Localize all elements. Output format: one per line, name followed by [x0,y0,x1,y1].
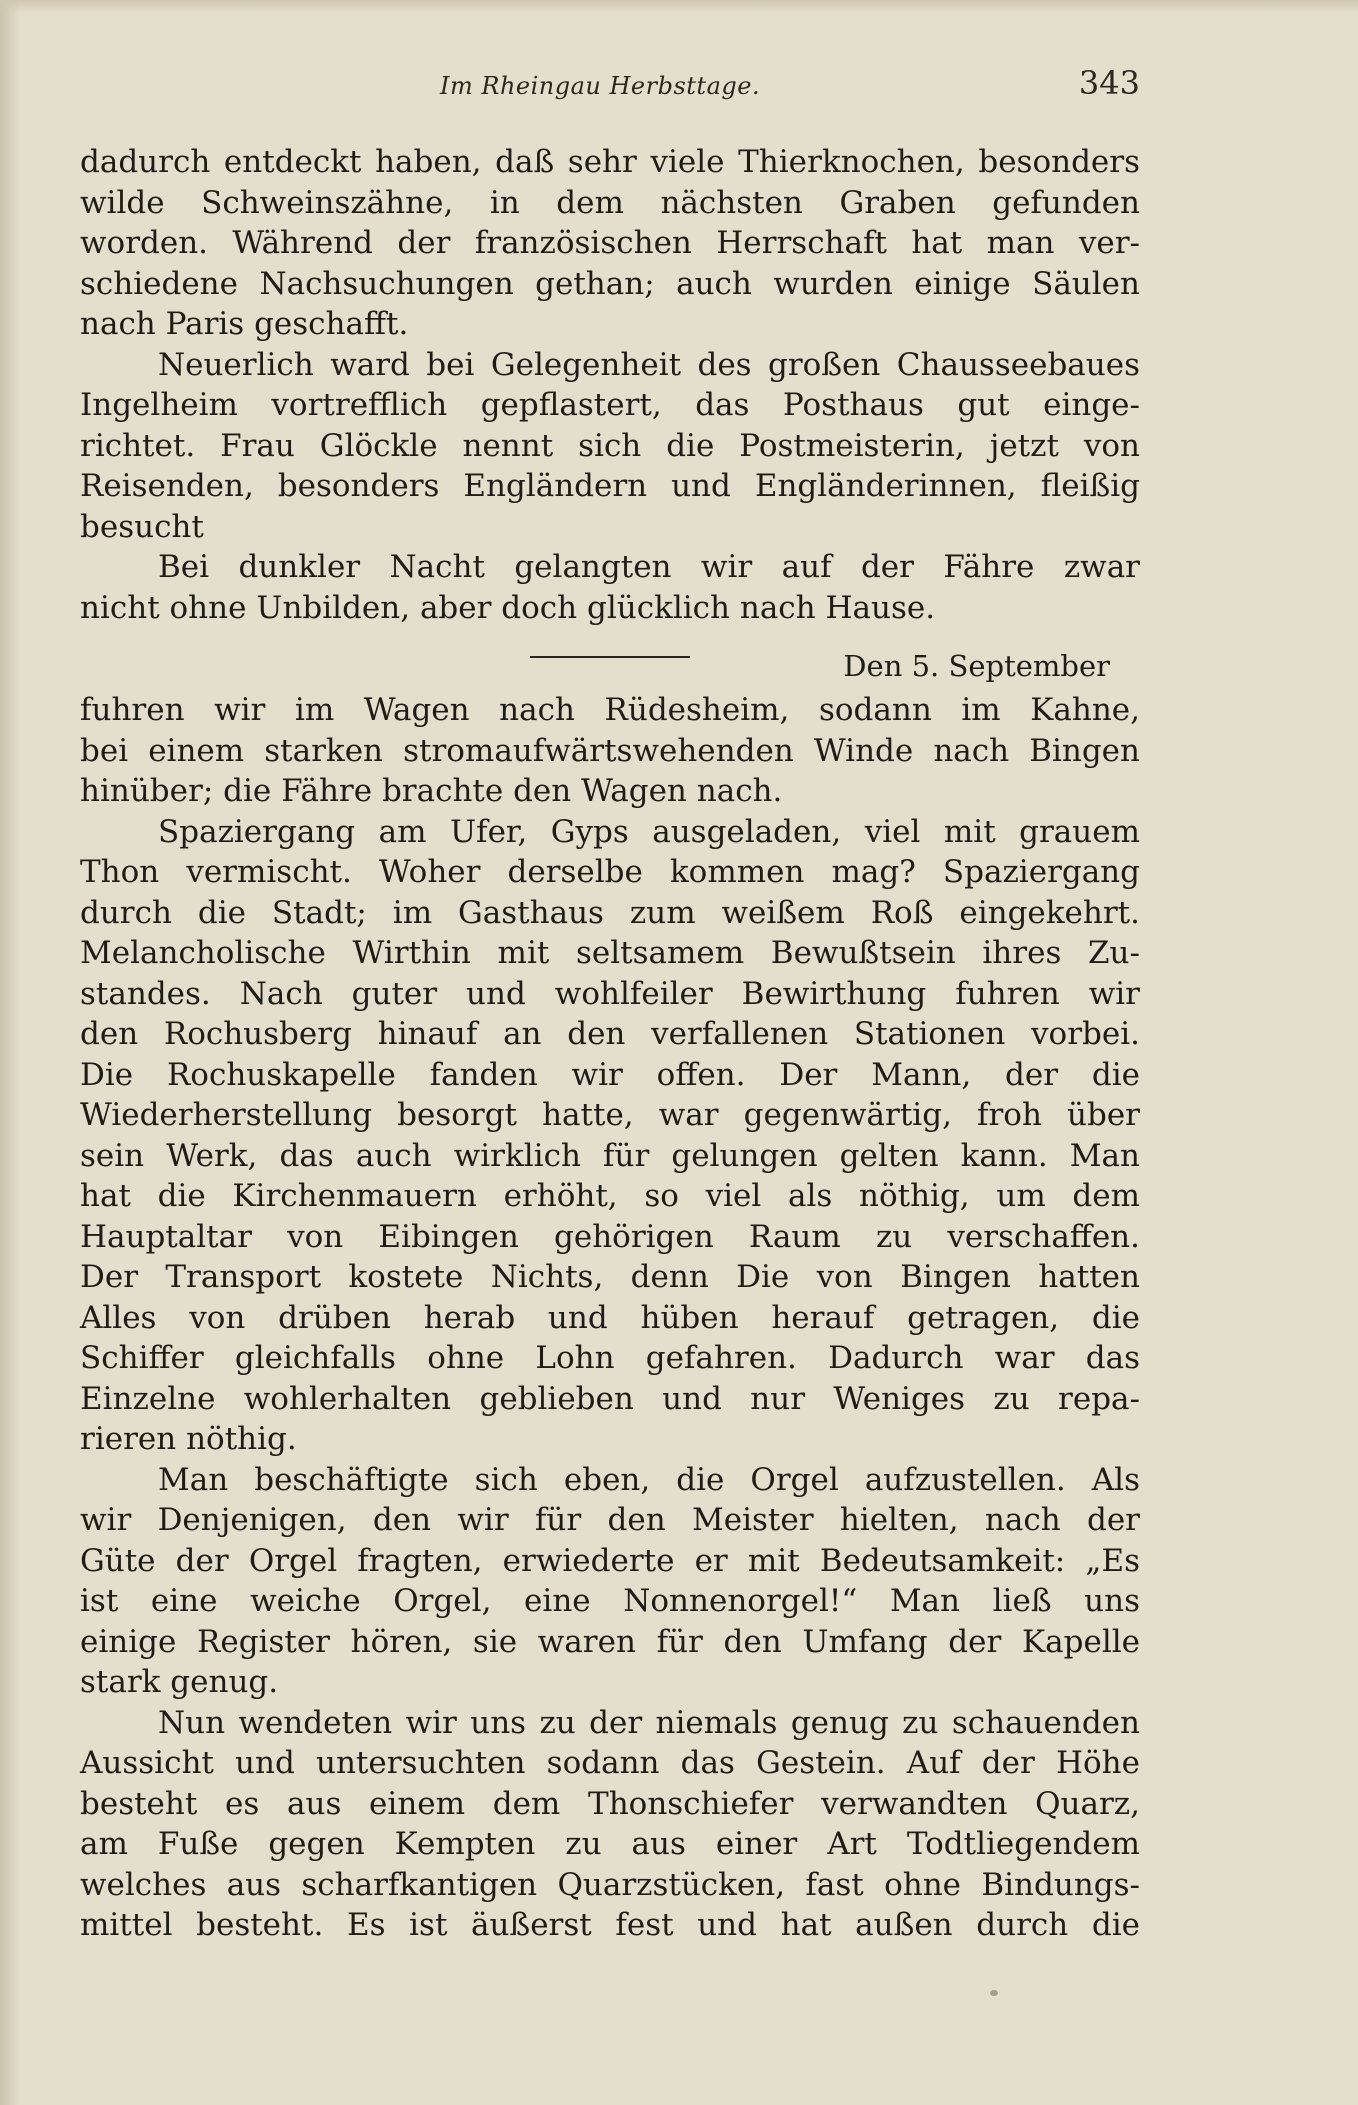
text-line: durch die Stadt; im Gasthaus zum weißem Roß eingekehrt. [80,894,1140,931]
paragraph [80,812,1140,1460]
text-line: welches aus scharfkantigen Quarzstücken, fast ohne Bindungs- [80,1866,1140,1903]
text-line: Alles von drüben herab und hüben herauf getragen, die [80,1299,1140,1336]
text-line: Reisenden, besonders Engländern und Engländerinnen, fleißig [80,468,1140,504]
text-line: Spaziergang am Ufer, Gyps ausgeladen, viel mit grauem [158,813,1140,850]
text-line: Thon vermischt. Woher derselbe kommen mag? Spaziergang [80,854,1140,890]
text-line: hat die Kirchenmauern erhöht, so viel als nöthig, um dem [80,1178,1140,1214]
page-number: 343 [1078,64,1140,102]
text-line: ist eine weiche Orgel, eine Nonnenorgel!“ Man ließ uns [80,1583,1140,1619]
text-line: Bei dunkler Nacht gelangten wir auf der Fähre zwar [158,549,1140,585]
text-line: einige Register hören, sie waren für den Umfang der Kapelle [80,1623,1140,1660]
text-line: Hauptaltar von Eibingen gehörigen Raum zu verschaffen. [80,1218,1140,1255]
section-break [80,646,1140,690]
paragraph [80,1703,1140,1946]
paragraph [80,547,1140,628]
text-line: Neuerlich ward bei Gelegenheit des großen Chausseebaues [158,346,1140,383]
text-line: Wiederherstellung besorgt hatte, war gegenwärtig, froh über [80,1097,1140,1133]
text-line: Ingelheim vortrefflich gepflastert, das Posthaus gut einge- [80,387,1140,423]
text-line: standes. Nach guter und wohlfeiler Bewirthung fuhren wir [80,975,1140,1012]
text-line: bei einem starken stromaufwärtswehenden Winde nach Bingen [80,732,1140,769]
text-line: den Rochusberg hinauf an den verfallenen Stationen vorbei. [80,1016,1140,1052]
text-line: am Fuße gegen Kempten zu aus einer Art Todtliegendem [80,1826,1140,1862]
body-text [80,142,1140,1946]
text-line: besteht es aus einem dem Thonschiefer verwandten Quarz, [80,1785,1140,1822]
text-line: sein Werk, das auch wirklich für gelungen gelten kann. Man [80,1137,1140,1174]
text-line: Melancholische Wirthin mit seltsamem Bewußtsein ihres Zu- [80,935,1140,971]
text-line: hinüber; die Fähre brachte den Wagen nach. [80,773,783,809]
text-line: Man beschäftigte sich eben, die Orgel aufzustellen. Als [158,1461,1140,1498]
page-header [80,64,1140,112]
text-line: mittel besteht. Es ist äußerst fest und hat außen durch die [80,1907,1140,1943]
text-line: Der Transport kostete Nichts, denn Die von Bingen hatten [80,1259,1140,1295]
text-line: rieren nöthig. [80,1421,297,1457]
text-line: fuhren wir im Wagen nach Rüdesheim, sodann im Kahne, [80,692,1140,728]
text-line: nicht ohne Unbilden, aber doch glücklich nach Hause. [80,589,936,626]
text-line: schiedene Nachsuchungen gethan; auch wurden einige Säulen [80,265,1140,302]
text-line: Einzelne wohlerhalten geblieben und nur Weniges zu repa- [80,1380,1140,1417]
paragraph [80,345,1140,548]
page-edge-shadow [0,0,20,2105]
paper-speck [990,1990,998,1996]
page-top-shadow [0,0,1358,14]
section-divider [530,656,690,658]
text-line: Güte der Orgel fragten, erwiederte er mit Bedeutsamkeit: „Es [80,1542,1140,1579]
paragraph [80,142,1140,345]
running-head: Im Rheingau Herbsttage. [440,72,761,100]
text-line: nach Paris geschafft. [80,306,409,342]
text-line: Aussicht und untersuchten sodann das Gestein. Auf der Höhe [80,1745,1140,1781]
paragraph [80,690,1140,812]
text-line: wilde Schweinszähne, in dem nächsten Graben gefunden [80,184,1140,221]
text-line: worden. Während der französischen Herrschaft hat man ver- [80,225,1140,261]
dateline: Den 5. September [843,649,1110,683]
text-line: richtet. Frau Glöckle nennt sich die Postmeisterin, jetzt von [80,427,1140,464]
text-line: Die Rochuskapelle fanden wir offen. Der Mann, der die [80,1056,1140,1093]
paragraph [80,1460,1140,1703]
text-line: Schiffer gleichfalls ohne Lohn gefahren. Dadurch war das [80,1340,1140,1376]
text-line: dadurch entdeckt haben, daß sehr viele Thierknochen, besonders [80,144,1140,180]
text-line: wir Denjenigen, den wir für den Meister hielten, nach der [80,1502,1140,1538]
text-line: besucht [80,508,204,545]
text-line: stark genug. [80,1664,279,1700]
text-line: Nun wendeten wir uns zu der niemals genug zu schauenden [158,1704,1140,1741]
